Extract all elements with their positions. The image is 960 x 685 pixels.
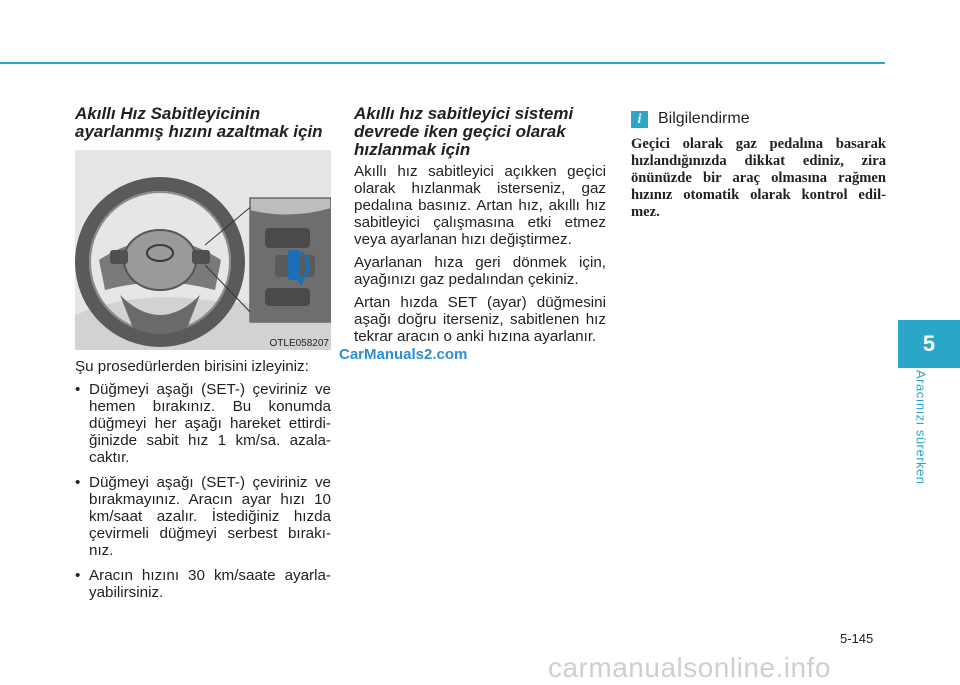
bullet-symbol: •	[75, 381, 81, 398]
bullet-symbol: •	[75, 474, 81, 491]
info-box	[631, 108, 886, 221]
list-item-text: Aracın hızını 30 km/saate ayarla- yabilirsiniz.	[89, 567, 331, 601]
paragraph: Artan hızda SET (ayar) düğmesini aşağı doğru iterseniz, sabitlenen hız tekrar aracın o anki hızına ayarlanır.	[354, 294, 606, 345]
section-heading-middle	[354, 105, 610, 159]
bullet-symbol: •	[75, 567, 81, 584]
list-item-text: Düğmeyi aşağı (SET-) çeviriniz ve bırakmayınız. Aracın ayar hızı 10 km/saat azalır. İstediğiniz hızda çevirmeli düğmeyi serbest bırakı- nız.	[89, 474, 331, 559]
list-item	[75, 567, 331, 601]
chapter-label: Aracınızı sürerken	[913, 369, 929, 485]
site-watermark[interactable]: CarManuals2.com	[339, 346, 468, 363]
top-rule	[0, 62, 885, 64]
section-heading-left	[75, 105, 335, 141]
heading-line: ayarlanmış hızını azaltmak için	[75, 122, 323, 141]
figure-caption: OTLE058207	[269, 338, 329, 349]
info-title: Bilgilendirme	[658, 110, 750, 127]
paragraph: Ayarlanan hıza geri dönmek için, ayağınızı gaz pedalından çekiniz.	[354, 254, 606, 288]
heading-line: devrede iken geçici olarak	[354, 122, 566, 141]
info-text: Geçici olarak gaz pedalına basarak hızlandığınızda dikkat ediniz, zira önünüzde bir araç olmasına rağmen hızınız otomatik olarak kontrol edil- mez.	[631, 136, 886, 220]
heading-line: Akıllı hız sabitleyici sistemi	[354, 104, 574, 123]
steering-wheel-illustration	[75, 150, 331, 350]
list-item-text: Düğmeyi aşağı (SET-) çeviriniz ve hemen bırakınız. Bu konumda düğmeyi her aşağı hareket ettirdi- ğinizde sabit hız 1 km/sa. azala- caktır.	[89, 381, 331, 466]
middle-body	[354, 163, 606, 351]
info-header	[631, 108, 886, 130]
paragraph: Akıllı hız sabitleyici açıkken geçici olarak hızlanmak isterseniz, gaz pedalına basınız. Artan hız, akıllı hız sabitleyici çalışmasına etki etmez veya ayarlanan hızı değiştirmez.	[354, 163, 606, 248]
list-item	[75, 381, 331, 466]
heading-line: Akıllı Hız Sabitleyicinin	[75, 104, 261, 123]
list-item	[75, 474, 331, 559]
left-body	[75, 358, 331, 609]
page-number: 5-145	[840, 631, 874, 646]
footer-watermark: carmanualsonline.info	[548, 652, 831, 683]
intro-text: Şu prosedürlerden birisini izleyiniz:	[75, 358, 309, 375]
info-icon: i	[631, 111, 648, 128]
bullet-list	[75, 381, 331, 601]
steering-wheel-figure	[75, 150, 331, 350]
chapter-tab[interactable]: 5	[898, 320, 960, 368]
heading-line: hızlanmak için	[354, 140, 471, 159]
